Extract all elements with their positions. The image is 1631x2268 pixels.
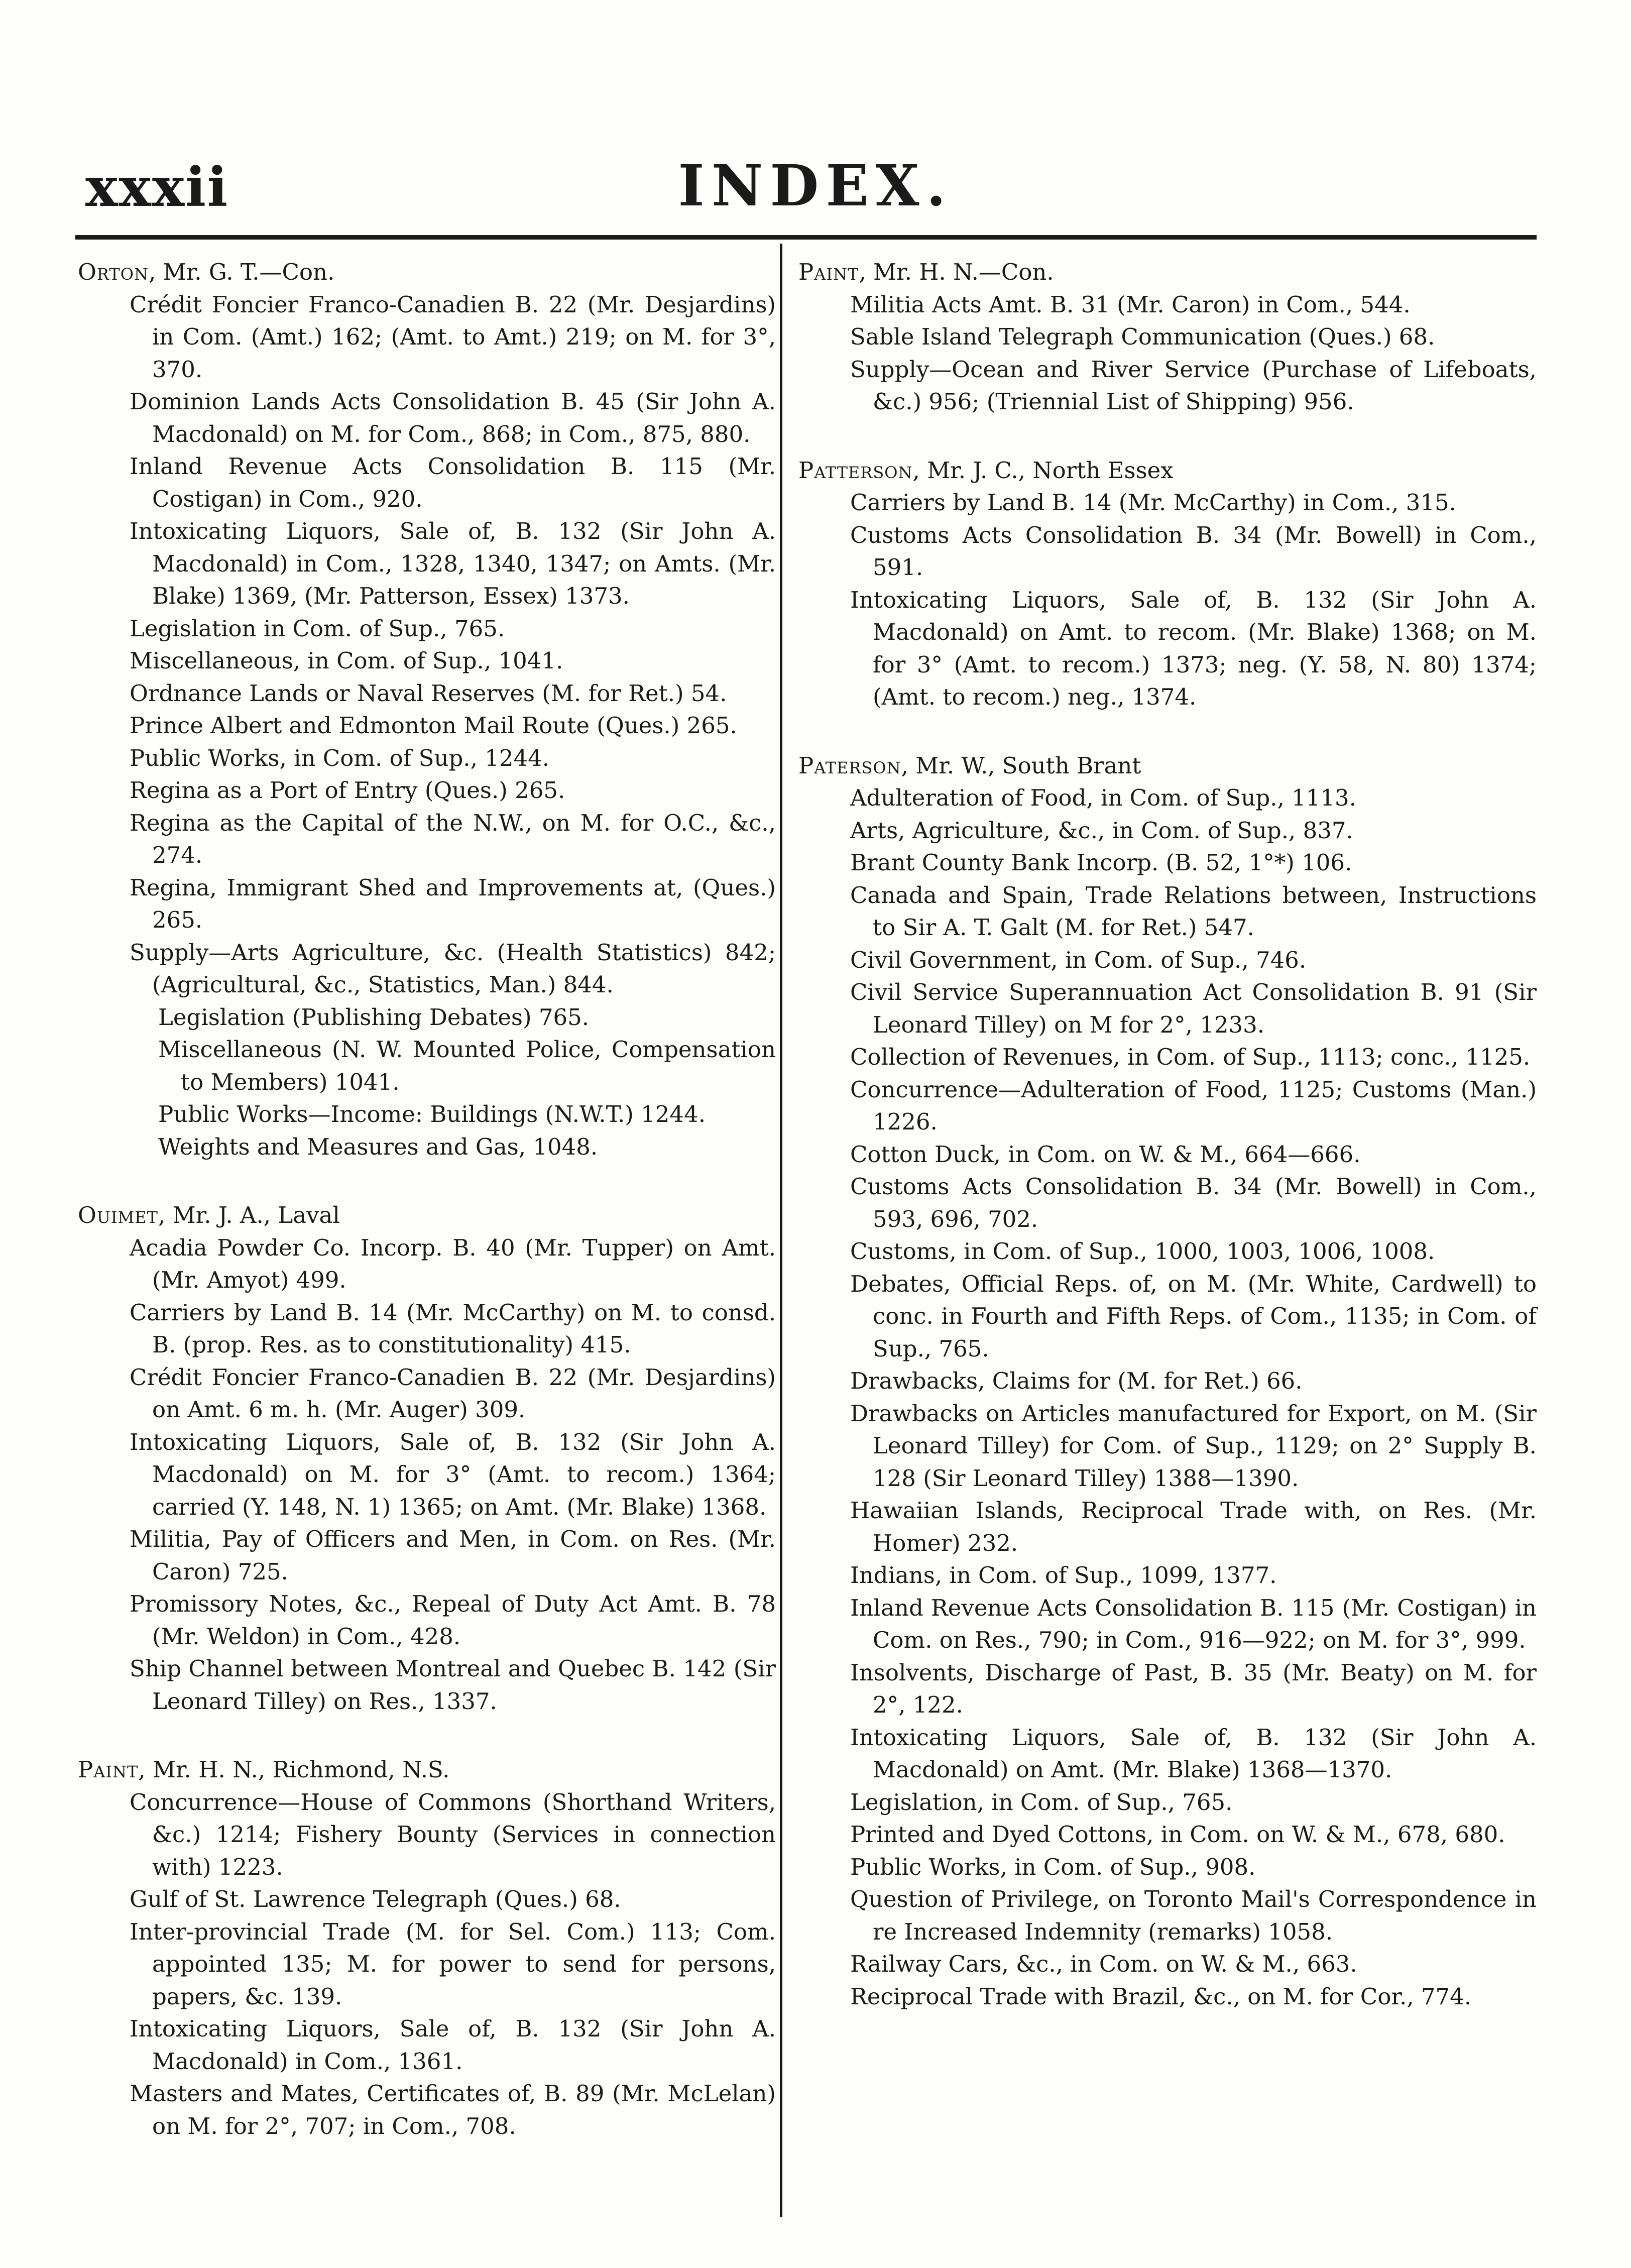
index-subentry: Customs Acts Consolidation B. 34 (Mr. Bowell) in Com., 593, 696, 702. xyxy=(850,1173,1537,1232)
index-subentry: Sable Island Telegraph Communication (Ques.) 68. xyxy=(850,323,1435,350)
index-subentry: Question of Privilege, on Toronto Mail's Correspondence in re Increased Indemnity (remarks) 1058. xyxy=(850,1886,1537,1945)
index-entry-paterson xyxy=(798,750,1537,2013)
index-subentry: Customs, in Com. of Sup., 1000, 1003, 1006, 1008. xyxy=(850,1238,1435,1265)
index-subentry-nested: Legislation (Publishing Debates) 765. xyxy=(158,1003,590,1031)
index-subentry: Drawbacks on Articles manufactured for Export, on M. (Sir Leonard Tilley) for Com. of Sup., 1129; on 2° Supply B. 128 (Sir Leonard Tilley) 1388—1390. xyxy=(850,1400,1537,1492)
entry-desc: , Mr. G. T.—Con. xyxy=(149,259,335,285)
entry-name: Ouimet xyxy=(78,1202,158,1228)
index-subentry: Promissory Notes, &c., Repeal of Duty Act Amt. B. 78 (Mr. Weldon) in Com., 428. xyxy=(130,1591,776,1650)
index-subentry: Inland Revenue Acts Consolidation B. 115 (Mr. Costigan) in Com., 920. xyxy=(130,453,776,512)
index-subentry: Insolvents, Discharge of Past, B. 35 (Mr. Beaty) on M. for 2°, 122. xyxy=(850,1659,1537,1718)
index-entry-orton xyxy=(78,256,776,1163)
index-subentry: Reciprocal Trade with Brazil, &c., on M. for Cor., 774. xyxy=(850,1983,1472,2010)
index-subentry: Intoxicating Liquors, Sale of, B. 132 (Sir John A. Macdonald) on Amt. (Mr. Blake) 1368—1370. xyxy=(850,1724,1537,1783)
index-subentry: Prince Albert and Edmonton Mail Route (Ques.) 265. xyxy=(130,712,737,739)
entry-desc: , Mr. W., South Brant xyxy=(901,752,1141,779)
index-subentry: Customs Acts Consolidation B. 34 (Mr. Bowell) in Com., 591. xyxy=(850,521,1537,581)
index-subentry: Crédit Foncier Franco-Canadien B. 22 (Mr. Desjardins) on Amt. 6 m. h. (Mr. Auger) 309. xyxy=(130,1364,776,1423)
index-subentry: Intoxicating Liquors, Sale of, B. 132 (Sir John A. Macdonald) in Com., 1328, 1340, 1347; on Amts. (Mr. Blake) 1369, (Mr. Patterson, Essex) 1373. xyxy=(130,518,776,609)
entry-name: Patterson xyxy=(798,457,913,484)
index-subentry: Arts, Agriculture, &c., in Com. of Sup., 837. xyxy=(850,817,1353,844)
index-subentry: Ordnance Lands or Naval Reserves (M. for Ret.) 54. xyxy=(130,679,727,707)
index-subentry: Miscellaneous, in Com. of Sup., 1041. xyxy=(130,647,563,674)
index-subentry: Gulf of St. Lawrence Telegraph (Ques.) 68. xyxy=(130,1886,621,1912)
index-subentry: Public Works, in Com. of Sup., 1244. xyxy=(130,744,550,771)
index-subentry: Ship Channel between Montreal and Quebec B. 142 (Sir Leonard Tilley) on Res., 1337. xyxy=(130,1655,776,1715)
index-entry-paint xyxy=(78,1754,776,2142)
entry-name: Paint xyxy=(78,1756,139,1783)
entry-name: Paterson xyxy=(798,752,901,779)
right-column xyxy=(798,256,1537,2049)
index-entry-paint-continued xyxy=(798,256,1537,418)
index-subentry: Inter-provincial Trade (M. for Sel. Com.) 113; Com. appointed 135; M. for power to send for persons, papers, &c. 139. xyxy=(130,1918,776,2010)
index-subentry: Intoxicating Liquors, Sale of, B. 132 (Sir John A. Macdonald) in Com., 1361. xyxy=(130,2015,776,2075)
index-subentry: Carriers by Land B. 14 (Mr. McCarthy) on M. to consd. B. (prop. Res. as to constitutionality) 415. xyxy=(130,1299,776,1358)
index-subentry: Masters and Mates, Certificates of, B. 89 (Mr. McLelan) on M. for 2°, 707; in Com., 708. xyxy=(130,2080,776,2139)
index-subentry: Concurrence—Adulteration of Food, 1125; Customs (Man.) 1226. xyxy=(850,1076,1537,1135)
entry-desc: , Mr. J. A., Laval xyxy=(158,1202,340,1228)
index-subentry-nested: Miscellaneous (N. W. Mounted Police, Compensation to Members) 1041. xyxy=(158,1036,776,1095)
column-divider xyxy=(780,244,782,2217)
index-subentry: Inland Revenue Acts Consolidation B. 115 (Mr. Costigan) in Com. on Res., 790; in Com., 916—922; on M. for 3°, 999. xyxy=(850,1594,1537,1653)
index-subentry: Debates, Official Reps. of, on M. (Mr. White, Cardwell) to conc. in Fourth and Fifth Reps. of Com., 1135; in Com. of Sup., 765. xyxy=(850,1270,1537,1362)
entry-desc: , Mr. H. N.—Con. xyxy=(859,259,1054,285)
index-subentry-nested: Public Works—Income: Buildings (N.W.T.) 1244. xyxy=(158,1101,706,1127)
index-subentry: Acadia Powder Co. Incorp. B. 40 (Mr. Tupper) on Amt. (Mr. Amyot) 499. xyxy=(130,1234,776,1293)
left-column xyxy=(78,256,776,2179)
index-subentry: Public Works, in Com. of Sup., 908. xyxy=(850,1853,1256,1880)
index-subentry: Legislation, in Com. of Sup., 765. xyxy=(850,1788,1233,1816)
index-subentry: Civil Service Superannuation Act Consolidation B. 91 (Sir Leonard Tilley) on M for 2°, 1233. xyxy=(850,979,1537,1038)
page-number: xxxii xyxy=(85,156,229,219)
index-subentry: Regina as the Capital of the N.W., on M. for O.C., &c., 274. xyxy=(130,809,776,868)
index-subentry: Cotton Duck, in Com. on W. & M., 664—666. xyxy=(850,1141,1361,1168)
index-subentry: Indians, in Com. of Sup., 1099, 1377. xyxy=(850,1562,1277,1589)
header-rule xyxy=(75,235,1537,240)
entry-heading xyxy=(78,1754,776,1786)
index-entry-patterson xyxy=(798,455,1537,714)
entry-heading xyxy=(78,256,776,289)
index-subentry: Civil Government, in Com. of Sup., 746. xyxy=(850,946,1307,973)
index-subentry: Intoxicating Liquors, Sale of, B. 132 (Sir John A. Macdonald) on Amt. to recom. (Mr. Blake) 1368; on M. for 3° (Amt. to recom.) 1373; neg. (Y. 58, N. 80) 1374; (Amt. to recom.) neg., 1374. xyxy=(850,586,1537,710)
index-subentry: Hawaiian Islands, Reciprocal Trade with, on Res. (Mr. Homer) 232. xyxy=(850,1497,1537,1556)
index-subentry-nested: Weights and Measures and Gas, 1048. xyxy=(158,1133,598,1160)
index-subentry: Intoxicating Liquors, Sale of, B. 132 (Sir John A. Macdonald) on M. for 3° (Amt. to recom.) 1364; carried (Y. 148, N. 1) 1365; on Amt. (Mr. Blake) 1368. xyxy=(130,1428,776,1520)
entry-heading xyxy=(78,1199,776,1232)
index-entry-ouimet xyxy=(78,1199,776,1718)
entry-name: Paint xyxy=(798,259,859,285)
index-subentry: Supply—Ocean and River Service (Purchase of Lifeboats, &c.) 956; (Triennial List of Shipping) 956. xyxy=(850,356,1537,415)
entry-heading xyxy=(798,256,1537,289)
index-subentry: Legislation in Com. of Sup., 765. xyxy=(130,615,505,642)
entry-desc: , Mr. J. C., North Essex xyxy=(912,457,1174,484)
index-subentry: Collection of Revenues, in Com. of Sup., 1113; conc., 1125. xyxy=(850,1044,1531,1070)
index-subentry: Printed and Dyed Cottons, in Com. on W. & M., 678, 680. xyxy=(850,1821,1505,1848)
index-subentry: Brant County Bank Incorp. (B. 52, 1°*) 106. xyxy=(850,849,1352,876)
index-subentry: Regina, Immigrant Shed and Improvements at, (Ques.) 265. xyxy=(130,874,776,933)
entry-name: Orton xyxy=(78,259,149,285)
page-title: INDEX. xyxy=(678,153,953,219)
entry-heading xyxy=(798,750,1537,782)
entry-heading xyxy=(798,455,1537,487)
index-subentry: Regina as a Port of Entry (Ques.) 265. xyxy=(130,777,565,804)
entry-desc: , Mr. H. N., Richmond, N.S. xyxy=(138,1756,450,1783)
index-subentry: Supply—Arts Agriculture, &c. (Health Statistics) 842; (Agricultural, &c., Statistics, Man.) 844. xyxy=(130,939,776,998)
index-subentry: Militia, Pay of Officers and Men, in Com. on Res. (Mr. Caron) 725. xyxy=(130,1526,776,1585)
index-subentry: Concurrence—House of Commons (Shorthand Writers, &c.) 1214; Fishery Bounty (Services in connection with) 1223. xyxy=(130,1788,776,1880)
index-subentry: Canada and Spain, Trade Relations between, Instructions to Sir A. T. Galt (M. for Ret.) 547. xyxy=(850,881,1537,941)
index-subentry: Militia Acts Amt. B. 31 (Mr. Caron) in Com., 544. xyxy=(850,291,1411,318)
index-subentry: Drawbacks, Claims for (M. for Ret.) 66. xyxy=(850,1368,1303,1394)
index-subentry: Crédit Foncier Franco-Canadien B. 22 (Mr. Desjardins) in Com. (Amt.) 162; (Amt. to Amt.) 219; on M. for 3°, 370. xyxy=(130,291,776,383)
index-subentry: Adulteration of Food, in Com. of Sup., 1113. xyxy=(850,784,1356,811)
index-subentry: Dominion Lands Acts Consolidation B. 45 (Sir John A. Macdonald) on M. for Com., 868; in Com., 875, 880. xyxy=(130,388,776,447)
index-subentry: Carriers by Land B. 14 (Mr. McCarthy) in Com., 315. xyxy=(850,489,1456,516)
index-subentry: Railway Cars, &c., in Com. on W. & M., 663. xyxy=(850,1951,1357,1977)
